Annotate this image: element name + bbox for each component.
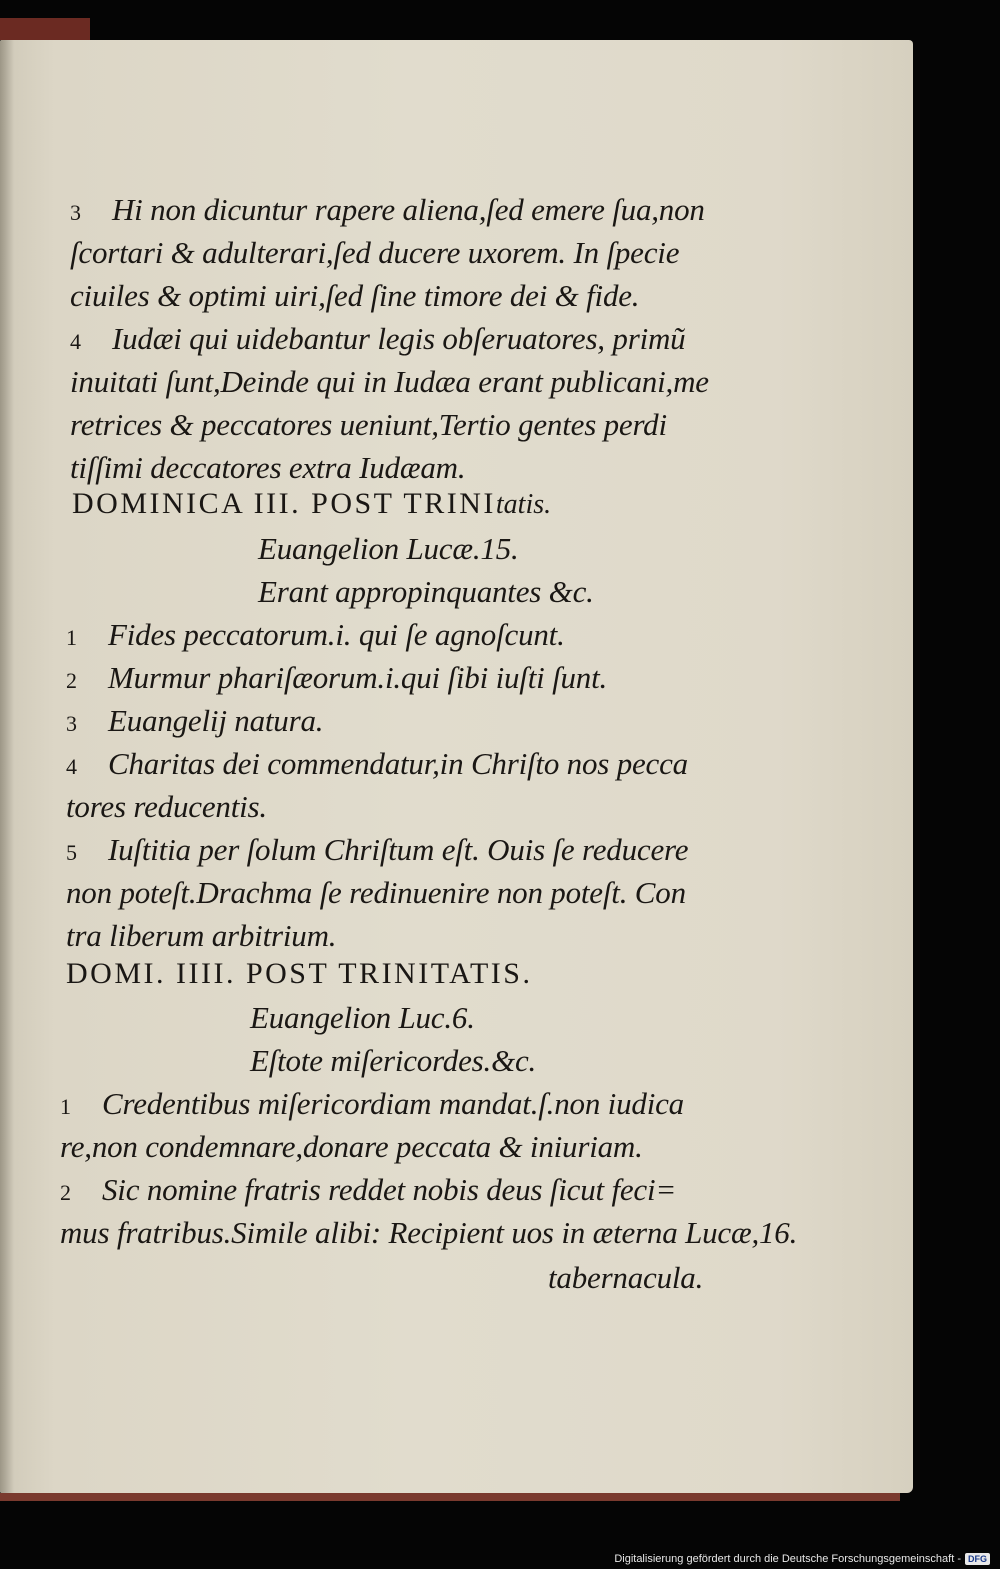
text-line: ciuiles & optimi uiri,ſed ſine timore dei & fide. [70, 278, 640, 313]
binding-edge [0, 18, 90, 40]
text-line: retrices & peccatores ueniunt,Tertio gentes perdi [70, 407, 667, 442]
text-line: 3 Hi non dicuntur rapere aliena,ſed emere ſua,non [70, 192, 705, 227]
text-line: Eſtote miſericordes.&c. [250, 1043, 537, 1078]
text-line: 5 Iuſtitia per ſolum Chriſtum eſt. Ouis ſe reducere [66, 832, 689, 867]
text-line: Euangelion Luc.6. [250, 1000, 475, 1035]
text-line: 2 Murmur phariſæorum.i.qui ſibi iuſti ſunt. [66, 660, 608, 695]
page-text [0, 40, 913, 1493]
text-line: 2 Sic nomine fratris reddet nobis deus ſicut feci= [60, 1172, 677, 1207]
page-bottom-edge [0, 1493, 900, 1501]
text-line: ſcortari & adulterari,ſed ducere uxorem. In ſpecie [70, 235, 680, 270]
book-page [0, 40, 913, 1493]
text-line: 1 Credentibus miſericordiam mandat.ſ.non iudica [60, 1086, 684, 1121]
section-heading: DOMI. IIII. POST TRINITATIS. [66, 957, 533, 990]
dfg-logo-icon: DFG [965, 1553, 990, 1565]
text-line: tra liberum arbitrium. [66, 918, 337, 953]
text-line: tiſſimi deccatores extra Iudæam. [70, 450, 466, 485]
credit-text: Digitalisierung gefördert durch die Deutsche Forschungsgemeinschaft - [614, 1553, 961, 1565]
text-line: 1 Fides peccatorum.i. qui ſe agnoſcunt. [66, 617, 565, 652]
text-line: 4 Charitas dei commendatur,in Chriſto nos pecca [66, 746, 688, 781]
text-line: re,non condemnare,donare peccata & iniuriam. [60, 1129, 643, 1164]
digitization-credit [614, 1553, 990, 1565]
text-line: tores reducentis. [66, 789, 267, 824]
text-line: Euangelion Lucæ.15. [258, 531, 519, 566]
text-line: 4 Iudæi qui uidebantur legis obſeruatores, primũ [70, 321, 686, 356]
text-line: 3 Euangelij natura. [66, 703, 324, 738]
section-heading: DOMINICA III. POST TRINItatis. [72, 487, 552, 520]
text-line: mus fratribus.Simile alibi: Recipient uos in æterna Lucæ,16. [60, 1215, 798, 1250]
text-line: tabernacula. [548, 1260, 704, 1295]
text-line: inuitati ſunt,Deinde qui in Iudæa erant publicani,me [70, 364, 709, 399]
text-line: Erant appropinquantes &c. [258, 574, 594, 609]
text-line: non poteſt.Drachma ſe redinuenire non poteſt. Con [66, 875, 686, 910]
